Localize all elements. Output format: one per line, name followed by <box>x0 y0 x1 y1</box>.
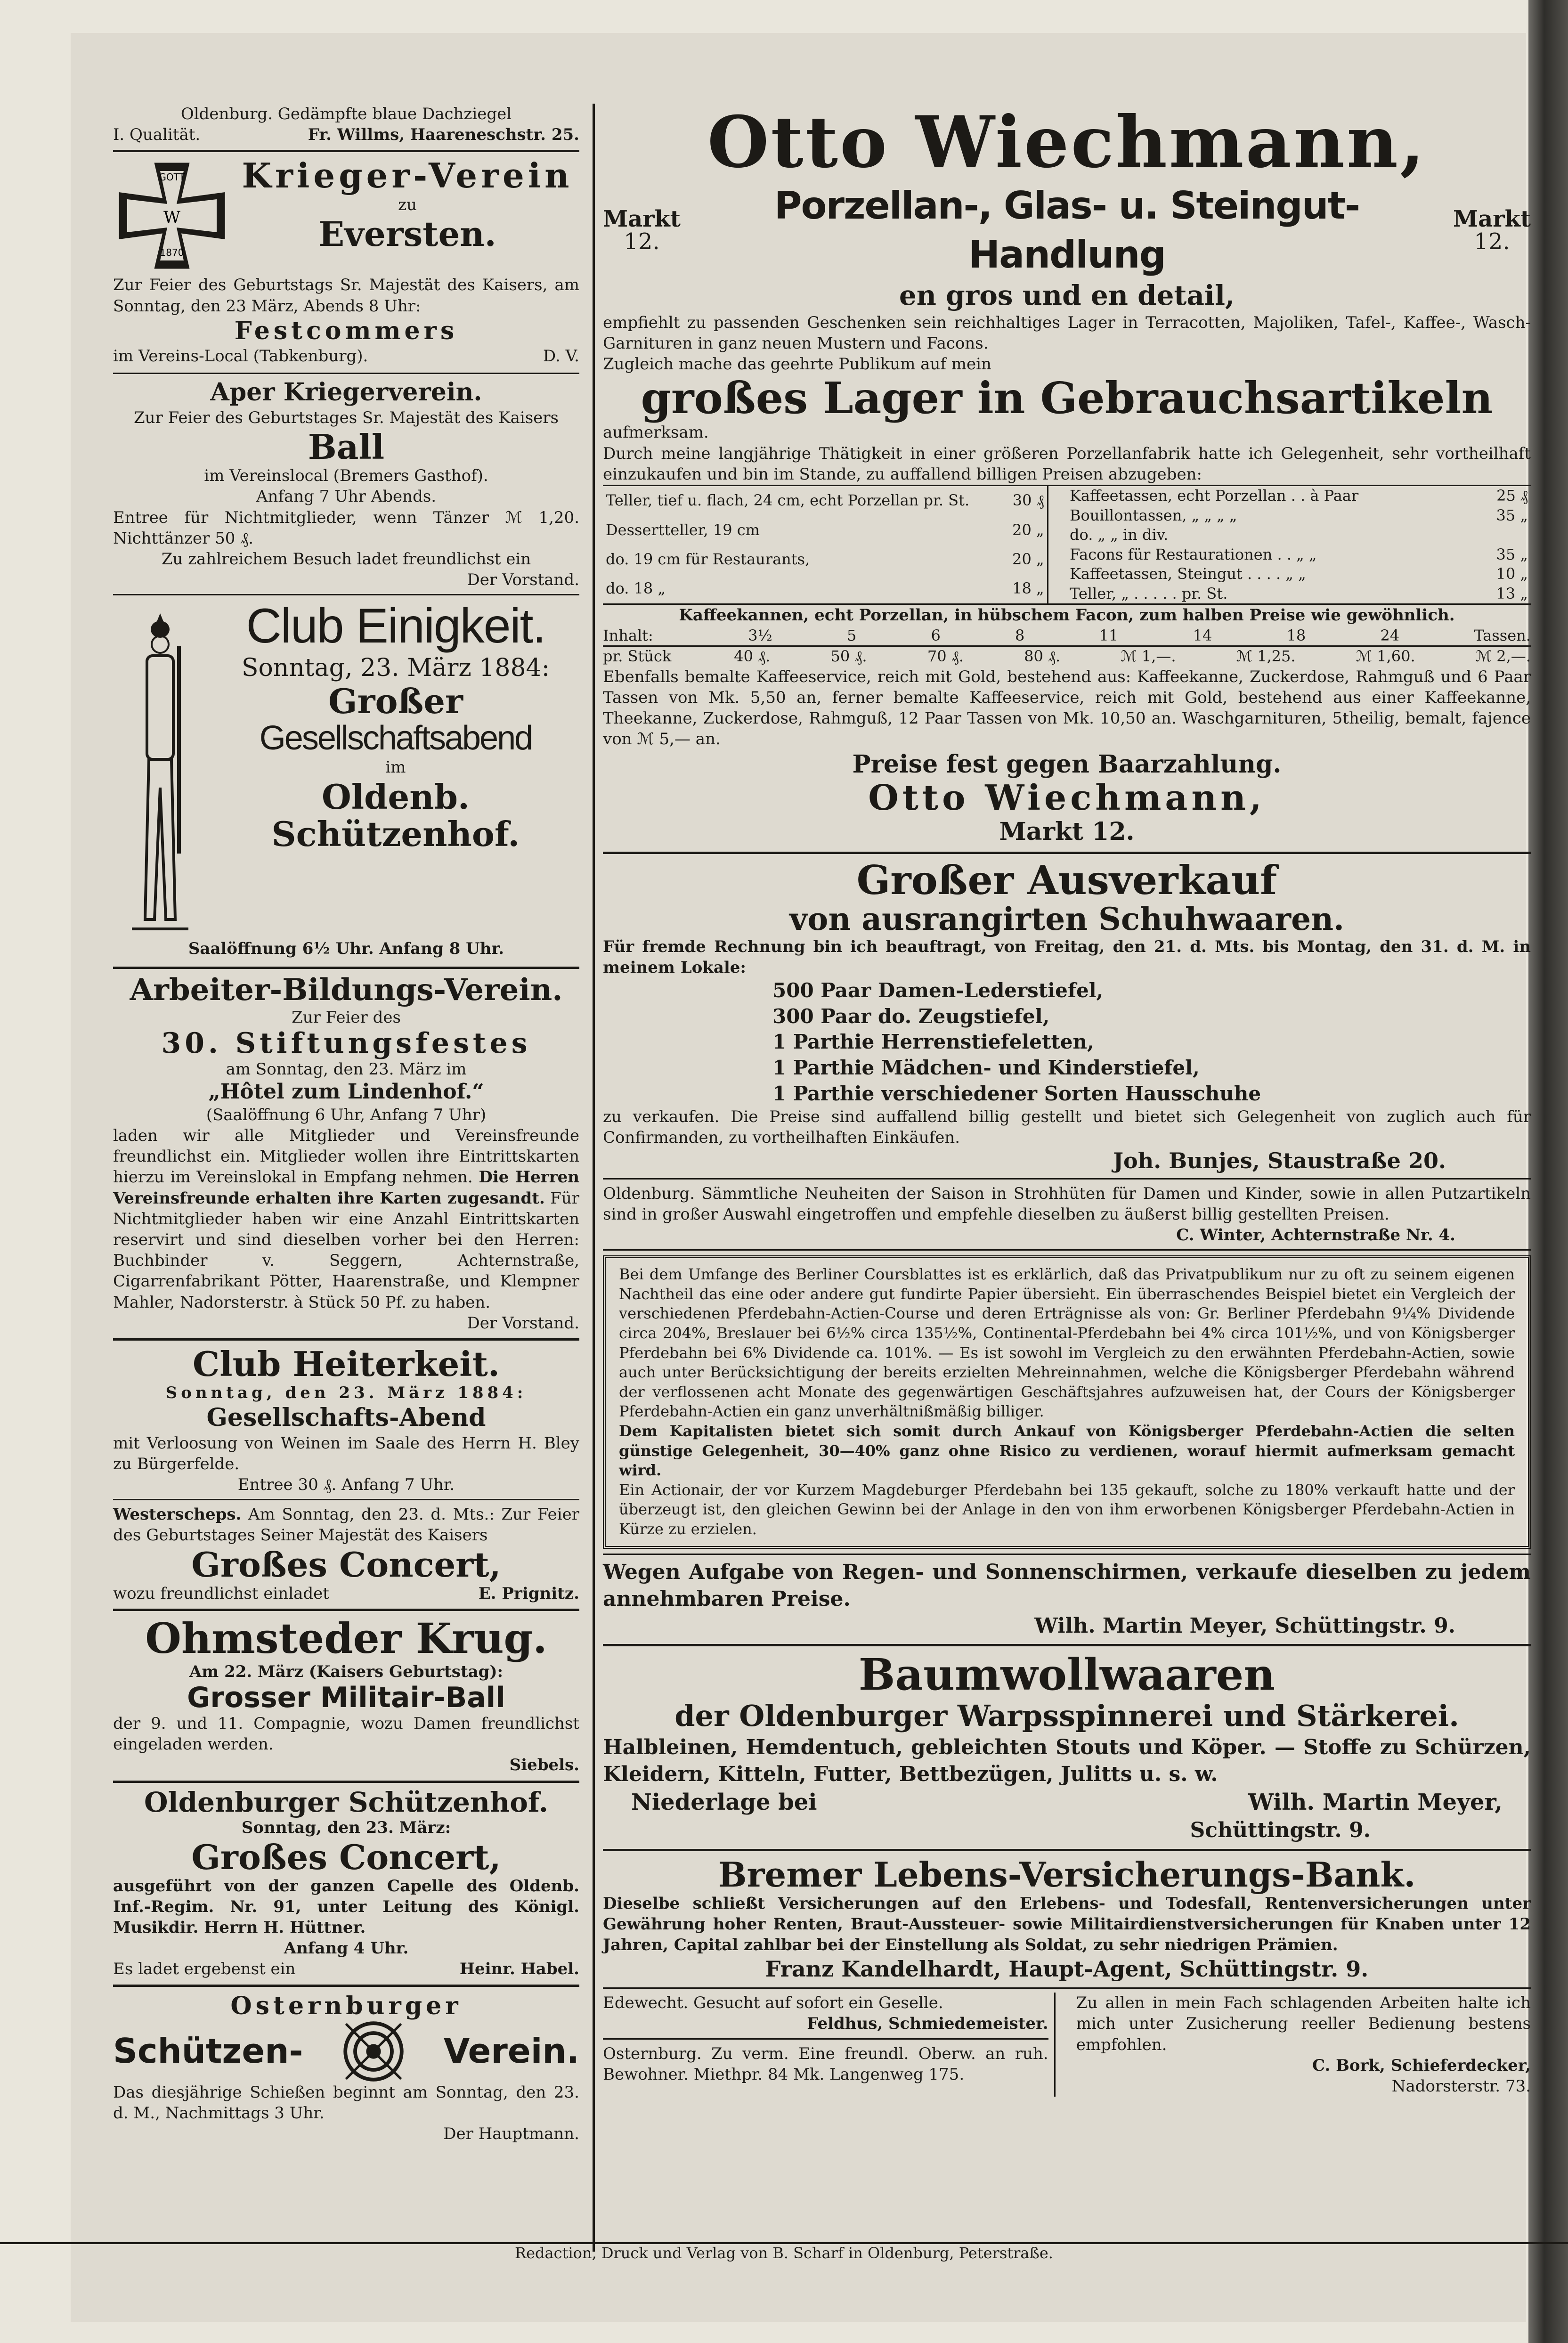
kannen-cell: 18 <box>1286 626 1306 644</box>
book-edge <box>1528 0 1568 2343</box>
ad-text: am Sonntag, den 23. März im <box>226 1059 467 1079</box>
price-value: 25 ₰ <box>1496 486 1528 504</box>
ad-subtitle: en gros und en detail, <box>899 279 1235 311</box>
price-value: 35 „ <box>1496 506 1528 524</box>
ad-body: Dieselbe schließt Versicherungen auf den Erlebens- und Todesfall, Rentenversicherungen unter Gewährung hoher Renten, Braut-Aussteuer- sowie Militairdienstversicherungen für Knaben unter 12 Jahren, Capital zahlbar bei der Einstellung als Soldat, zu sehr niedrigen Prämien. <box>603 1894 1531 1955</box>
ad-text: Zur Feier des <box>292 1008 401 1027</box>
ad-line: Oldenburg. Gedämpfte blaue Dachziegel <box>180 105 512 123</box>
kannen-cell: 11 <box>1099 626 1119 644</box>
price-item: Kaffeetassen, echt Porzellan . . à Paar <box>1070 486 1359 504</box>
kannen-cell: ℳ 2,—. <box>1475 647 1531 666</box>
list-item: 300 Paar do. Zeugstiefel, <box>772 1004 1050 1028</box>
price-value: 10 „ <box>1496 565 1528 583</box>
price-item: Bouillontassen, „ „ „ „ <box>1070 506 1237 524</box>
stueck-row <box>603 645 1531 667</box>
ad-dachziegel <box>113 104 579 145</box>
kannen-cell: ℳ 1,60. <box>1356 647 1415 666</box>
separator <box>603 1644 1531 1646</box>
ad-event: Ball <box>308 426 385 467</box>
kannen-table <box>603 626 1531 667</box>
ad-body-text: Am Sonntag, den 23. d. Mts.: <box>248 1505 495 1524</box>
kannen-cell: 8 <box>1015 626 1025 644</box>
ad-body: Das diesjährige Schießen beginnt am Sonntag, den 23. d. M., Nachmittags 3 Uhr. <box>113 2083 579 2123</box>
kannen-unit: Tassen. <box>1474 626 1531 644</box>
ad-venue: „Hôtel zum Lindenhof.“ <box>208 1080 484 1104</box>
ad-event: Grosser Militair-Ball <box>187 1681 505 1714</box>
ad-title: Aper Kriegerverein. <box>210 378 482 407</box>
ad-otto-wiechmann <box>603 101 1531 847</box>
ad-line-row <box>113 1959 579 1979</box>
ad-signature: C. Bork, Schieferdecker, <box>1312 2056 1531 2075</box>
ad-body-bold: Die Herren Vereinsfreunde erhalten ihre Karten zugesandt. <box>113 1168 579 1208</box>
ad-text: (Saalöffnung 6 Uhr, Anfang 7 Uhr) <box>206 1105 487 1124</box>
inhalt-row <box>603 626 1531 646</box>
ad-body <box>113 1125 579 1313</box>
row-label: pr. Stück <box>603 647 672 666</box>
ad-strohhuete <box>603 1183 1531 1246</box>
ad-signature: Der Hauptmann. <box>443 2124 579 2144</box>
ad-arbeiter-bildungs-verein <box>113 974 579 1334</box>
list-item: 1 Parthie verschiedener Sorten Hausschuhe <box>772 1082 1261 1105</box>
price-value <box>1479 525 1531 545</box>
markt-number: 12. <box>624 228 660 255</box>
ad-event: 30. Stiftungsfestes <box>161 1026 531 1060</box>
price-row <box>1067 584 1531 604</box>
kannen-cell: 5 <box>846 626 857 644</box>
right-column <box>603 101 1531 2097</box>
price-value: 13 „ <box>1496 584 1528 602</box>
ad-event: Gesellschaftsabend <box>259 719 532 757</box>
iron-cross-icon <box>113 157 231 275</box>
ad-body: Zu allen in mein Fach schlagenden Arbeiten halte ich mich unter Zusicherung reeller Bedienung bestens empfohlen. <box>1076 1993 1531 2054</box>
list-item: 1 Parthie Mädchen- und Kinderstiefel, <box>772 1056 1200 1079</box>
ad-text: Es ladet ergebenst ein <box>113 1960 296 1979</box>
ad-body-text: laden wir alle Mitglieder und Vereinsfreunde freundlichst ein. Mitglieder wollen ihre Eintrittskarten hierzu im Vereinslokal in Empfang nehmen. <box>113 1126 579 1187</box>
ad-body: Zur Feier des Geburtstages Sr. Majestät des Kaisers <box>134 408 559 427</box>
separator <box>603 1554 1531 1555</box>
kannen-cell: 70 ₰. <box>927 647 964 666</box>
ad-body: ausgeführt von der ganzen Capelle des Oldenb. Inf.-Regim. Nr. 91, unter Leitung des Königl. Musikdir. Herrn H. Hüttner. <box>113 1876 579 1937</box>
kannen-cell: 6 <box>931 626 941 644</box>
ad-address: Schüttingstr. 9. <box>1190 1818 1371 1843</box>
ad-text: wozu freundlichst einladet <box>113 1584 329 1603</box>
ad-body: Dem Kapitalisten bietet sich somit durch Ankauf von Königsberger Pferdebahn-Actien die selten günstige Gelegenheit, 30—40% ganz ohne Risico zu verdienen, worauf hiermit aufmerksam gemacht wird. <box>619 1422 1515 1480</box>
ad-body: Zugleich mache das geehrte Publikum auf mein <box>603 354 991 374</box>
cross-letter: W <box>163 208 180 228</box>
ad-date: Sonntag, den 23. März 1884: <box>165 1383 527 1403</box>
ad-aper-kriegerverein <box>113 378 579 590</box>
separator <box>113 1609 579 1611</box>
ad-body-text: Zur Feier des Geburtstages Seiner Majestät des Kaisers <box>113 1505 579 1545</box>
price-row <box>1067 545 1531 565</box>
ad-time: Anfang 4 Uhr. <box>284 1939 409 1958</box>
ad-text: im Vereinslocal (Bremers Gasthof). <box>204 466 488 486</box>
price-value: 30 ₰ <box>1012 491 1044 510</box>
ad-body: der 9. und 11. Compagnie, wozu Damen freundlichst eingeladen werden. <box>113 1714 579 1754</box>
ad-title: Großer Ausverkauf <box>856 856 1277 903</box>
ad-signature: Der Vorstand. <box>467 1313 579 1333</box>
ad-signature: C. Winter, Achternstraße Nr. 4. <box>1176 1226 1455 1245</box>
kannen-cell: 14 <box>1193 626 1212 644</box>
ad-body <box>113 1504 579 1546</box>
ad-schirme <box>603 1559 1531 1640</box>
price-table-left <box>603 486 1048 604</box>
ad-body: Ebenfalls bemalte Kaffeeservice, reich mit Gold, bestehend aus: Kaffeekanne, Zuckerdose, Rahmguß und 6 Paar Tassen von Mk. 5,50 an, ferner bemalte Kaffeeservice, reich mit Gold, bestehend aus einer Kaffeekanne, Theekanne, Zuckerdose, Rahmguß, 12 Paar Tassen von Mk. 10,50 an. Waschgarnituren, 5theilig, bemalt, fajence von ℳ 5,— an. <box>603 667 1531 749</box>
kannen-cell: 50 ₰. <box>830 647 867 666</box>
kannen-cell: 3½ <box>748 626 772 644</box>
ad-body: zu verkaufen. Die Preise sind auffallend billig gestellt und bietet sich Gelegenheit von zuglich auch für Confirmanden, zu vortheilhaften Einkäufen. <box>603 1107 1531 1147</box>
price-item: Kaffeetassen, Steingut . . . . „ „ <box>1070 565 1306 583</box>
ad-title: Krieger-Verein <box>242 155 573 196</box>
ad-event: Gesellschafts-Abend <box>206 1403 486 1432</box>
ad-body: Für fremde Rechnung bin ich beauftragt, von Freitag, den 21. d. Mts. bis Montag, den 31. d. M. in meinem Lokale: <box>603 937 1531 977</box>
ad-signature: D. V. <box>543 347 579 366</box>
markt-number: 12. <box>1474 228 1510 255</box>
ad-title: Otto Wiechmann, <box>707 101 1427 184</box>
ad-event: Großes Concert, <box>191 1837 501 1877</box>
ad-body: Zur Feier des Geburtstags Sr. Majestät des Kaisers, am Sonntag, den 23 März, Abends 8 Uhr: <box>113 276 579 316</box>
cross-top-text: GOTT <box>159 171 185 183</box>
ad-oldenburger-schuetzenhof <box>113 1788 579 1980</box>
ad-title-row <box>113 2021 579 2082</box>
ad-notice: Preise fest gegen Baarzahlung. <box>852 749 1282 779</box>
ad-club-heiterkeit <box>113 1345 579 1495</box>
separator <box>113 1781 579 1783</box>
ad-date: Sonntag, 23. März 1884: <box>241 653 550 682</box>
ad-club-einigkeit <box>113 599 579 962</box>
ad-title: Baumwollwaaren <box>858 1649 1276 1700</box>
price-item: Facons für Restaurationen . . „ „ <box>1070 545 1317 563</box>
ad-title: Bremer Lebens-Versicherungs-Bank. <box>718 1854 1416 1895</box>
ad-title: Oldenburger Schützenhof. <box>144 1786 548 1818</box>
price-item: do. 19 cm für Restaurants, <box>606 550 810 569</box>
separator <box>603 852 1531 854</box>
ad-signature: Der Vorstand. <box>467 570 579 590</box>
ad-venue: Oldenb. Schützenhof. <box>271 776 520 854</box>
price-row <box>1067 506 1531 526</box>
markt-text: Markt <box>603 206 681 232</box>
item-list <box>603 978 1531 1106</box>
ad-signature: Joh. Bunjes, Staustraße 20. <box>1113 1148 1446 1174</box>
ad-headline: großes Lager in Gebrauchsartikeln <box>641 373 1493 424</box>
ad-body: mit Verloosung von Weinen im Saale des Herrn H. Bley zu Bürgerfelde. <box>113 1433 579 1473</box>
ad-event: Großes Concert, <box>191 1544 501 1585</box>
ad-signature: Feldhus, Schmiedemeister. <box>807 2014 1048 2034</box>
ad-place: Eversten. <box>318 213 496 254</box>
ad-body: Edewecht. Gesucht auf sofort ein Geselle. <box>603 1993 943 2013</box>
ad-body: Bei dem Umfange des Berliner Coursblattes ist es erklärlich, daß das Privatpublikum nur zu oft zu seinem eigenen Nachtheil das eine oder andere gut fundirte Papier übersieht. Ein überraschendes Beispiel bietet ein Vergleich der verschiedenen Pferdebahn-Actien-Course und deren Erträgnisse als von: Gr. Berliner Pferdebahn 9¼% Dividende circa 204%, Breslauer bei 6½% circa 135½%, Continental-Pferdebahn bei 4% circa 101½%, und von Königsberger Pferdebahn bei 6% Dividende ca. 101%. — Es ist sowohl im Vergleich zu den erwähnten Pferdebahn-Actien, sowie auch unter Berücksichtigung der bereits erzielten Mehreinnahmen, welche die Königsberger Pferdebahn während der verflossenen acht Monate des gegenwärtigen Geschäftsjahres aufzuweisen hat, der Cours der Königsberger Pferdebahn-Actien ein ganz unverhältnißmäßig billiger. <box>619 1265 1515 1421</box>
ad-bremer-versicherung <box>603 1856 1531 1984</box>
price-value: 20 „ <box>1012 521 1044 539</box>
price-item: do. „ „ in div. <box>1070 526 1169 544</box>
ad-text: Anfang 7 Uhr Abends. <box>256 487 437 506</box>
list-item: 1 Parthie Herrenstiefeletten, <box>772 1030 1094 1054</box>
ad-body: Oldenburg. Sämmtliche Neuheiten der Saison in Strohhüten für Damen und Kinder, sowie in allen Putzartikeln sind in großer Auswahl eingetroffen und empfehle dieselben zu äußerst billig gestellten Preisen. <box>603 1184 1531 1224</box>
ad-signature: Wilh. Martin Meyer, Schüttingstr. 9. <box>1034 1613 1455 1638</box>
ad-text: im <box>385 758 406 777</box>
ad-line-row <box>113 1583 579 1604</box>
ad-advertiser: Fr. Willms, Haareneschstr. 25. <box>308 125 579 145</box>
price-item: Teller, tief u. flach, 24 cm, echt Porzellan pr. St. <box>606 491 970 510</box>
ad-text: Entree für Nichtmitglieder, wenn Tänzer ℳ 1,20. Nichttänzer 50 ₰. <box>113 508 579 548</box>
ad-address: Nadorsterstr. 73. <box>1391 2076 1531 2096</box>
ad-signature: Franz Kandelhardt, Haupt-Agent, Schüttingstr. 9. <box>765 1956 1369 1982</box>
markt-label-right <box>1453 208 1531 253</box>
ad-line-row <box>113 346 579 366</box>
ad-body: Durch meine langjährige Thätigkeit in einer größeren Porzellanfabrik hatte ich Gelegenheit, sehr vortheilhaft einzukaufen und bin im Stande, zu auffallend billigen Preisen abzugeben: <box>603 444 1531 484</box>
ad-times: Saalöffnung 6½ Uhr. Anfang 8 Uhr. <box>188 939 504 959</box>
separator <box>113 1338 579 1341</box>
ad-text: Am 22. März (Kaisers Geburtstag): <box>189 1662 504 1681</box>
ad-event: Großer <box>328 681 463 722</box>
ad-text: zu <box>398 195 417 214</box>
list-item: 500 Paar Damen-Lederstiefel, <box>772 979 1104 1002</box>
price-value: 20 „ <box>1012 550 1044 569</box>
separator <box>113 150 579 152</box>
separator <box>603 1178 1531 1180</box>
ad-text: I. Qualität. <box>113 125 201 145</box>
ad-title-part: Schützen- <box>113 2031 303 2071</box>
separator <box>113 967 579 969</box>
price-row <box>603 515 1048 545</box>
ad-title: Club Einigkeit. <box>246 599 545 654</box>
kannen-cell: 40 ₰. <box>734 647 771 666</box>
ad-title-part: Verein. <box>443 2031 579 2071</box>
ad-signature: Otto Wiechmann, <box>868 777 1266 818</box>
separator <box>113 1499 579 1500</box>
left-column <box>113 104 579 2145</box>
ad-place: Westerscheps. <box>113 1505 242 1524</box>
separator <box>603 1249 1531 1251</box>
ad-schuhwaaren <box>603 856 1531 1174</box>
ad-signature: Wilh. Martin Meyer, <box>1248 1789 1503 1816</box>
ad-text: Zu zahlreichem Besuch ladet freundlichst ein <box>161 549 531 569</box>
markt-label-left <box>603 208 681 253</box>
price-row <box>603 486 1048 515</box>
ad-baumwollwaaren <box>603 1651 1531 1844</box>
kannen-cell: 24 <box>1380 626 1400 644</box>
ad-body: Kaffeekannen, echt Porzellan, in hübschem Facon, zum halben Preise wie gewöhnlich. <box>679 606 1455 625</box>
price-row <box>1067 525 1531 545</box>
imprint-line <box>0 2242 1568 2262</box>
target-icon <box>343 2021 404 2082</box>
kannen-cell: 80 ₰. <box>1024 647 1061 666</box>
ad-times: Entree 30 ₰. Anfang 7 Uhr. <box>237 1475 455 1495</box>
ad-venue: im Vereins-Local (Tabkenburg). <box>113 347 368 366</box>
ad-trade-row <box>603 181 1531 279</box>
ad-body: Osternburg. Zu verm. Eine freundl. Oberw. an ruh. Bewohner. Miethpr. 84 Mk. Langenweg 175. <box>603 2044 1048 2084</box>
ad-text: Niederlage bei <box>631 1789 817 1816</box>
ad-line-row <box>603 1788 1531 1817</box>
price-table-right <box>1067 486 1531 604</box>
column-divider <box>593 104 595 2252</box>
ad-trade: Porzellan-, Glas- u. Steingut-Handlung <box>774 184 1360 277</box>
ad-title: Arbeiter-Bildungs-Verein. <box>130 972 563 1008</box>
ad-subtitle: von ausrangirten Schuhwaaren. <box>789 901 1345 938</box>
ad-signature: E. Prignitz. <box>478 1584 579 1603</box>
ad-body: Wegen Aufgabe von Regen- und Sonnenschirmen, verkaufe dieselben zu jedem annehmbaren Preise. <box>603 1560 1531 1611</box>
price-tables <box>603 485 1531 605</box>
price-value: 18 „ <box>1012 579 1044 598</box>
ad-body: empfiehlt zu passenden Geschenken sein reichhaltiges Lager in Terracotten, Majoliken, Tafel-, Kaffee-, Wasch-Garnituren in ganz neuen Mustern und Facons. <box>603 313 1531 353</box>
ad-pferdebahn-box <box>603 1255 1531 1548</box>
price-value: 35 „ <box>1496 545 1528 563</box>
price-row <box>603 574 1048 603</box>
small-ads-left <box>603 1993 1056 2097</box>
separator <box>603 2038 1048 2040</box>
kannen-cell: ℳ 1,—. <box>1121 647 1176 666</box>
ad-address: Markt 12. <box>999 817 1135 846</box>
ad-signature: Siebels. <box>509 1756 579 1775</box>
ad-body: Halbleinen, Hemdentuch, gebleichten Stouts und Köper. — Stoffe zu Schürzen, Kleidern, Kitteln, Futter, Bettbezügen, Julitts u. s. w. <box>603 1735 1531 1786</box>
price-row <box>1067 564 1531 584</box>
kannen-cell: ℳ 1,25. <box>1236 647 1296 666</box>
separator <box>603 1849 1531 1851</box>
ad-title: Club Heiterkeit. <box>193 1343 500 1384</box>
ad-text: aufmerksam. <box>603 423 709 442</box>
separator <box>113 373 579 374</box>
separator <box>603 1987 1531 1989</box>
small-ads-right <box>1076 1993 1531 2097</box>
markt-text: Markt <box>1453 206 1531 232</box>
price-item: do. 18 „ <box>606 579 666 598</box>
ad-westerscheps <box>113 1504 579 1604</box>
imprint-text: Redaction, Druck und Verlag von B. Scharf in Oldenburg, Peterstraße. <box>515 2244 1053 2262</box>
separator <box>113 1985 579 1987</box>
separator <box>113 594 579 595</box>
ad-title: Osternburger <box>230 1991 462 2020</box>
ad-event: Festcommers <box>234 316 458 345</box>
ad-krieger-verein <box>113 157 579 369</box>
ad-osternburger-schuetzenverein <box>113 1992 579 2145</box>
price-row <box>1067 486 1531 506</box>
ad-line-row <box>113 124 579 145</box>
price-item: Dessertteller, 19 cm <box>606 521 760 539</box>
small-ads-row <box>603 1993 1531 2097</box>
price-item: Teller, „ . . . . . pr. St. <box>1070 584 1228 602</box>
soldier-illustration <box>113 609 207 948</box>
ad-signature: Heinr. Habel. <box>459 1960 579 1979</box>
ad-body-text: Für Nichtmitglieder haben wir eine Anzahl Eintrittskarten reservirt und sind dieselben vorher bei den Herren: Buchbinder v. Seggern, Achternstraße, Cigarrenfabrikant Pötter, Haarenstraße, und Klempner Mahler, Nadorsterstr. à Stück 50 Pf. zu haben. <box>113 1188 579 1312</box>
ad-ohmsteder-krug <box>113 1613 579 1776</box>
cross-year-text: 1870 <box>160 247 184 259</box>
ad-date: Sonntag, den 23. März: <box>241 1818 451 1838</box>
ad-body: Ein Actionair, der vor Kurzem Magdeburger Pferdebahn bei 135 gekauft, solche zu 180% verkauft hatte und der überzeugt ist, den gleichen Gewinn bei der Anlage in den von ihm erworbenen Königsberger Pferdebahn-Actien in Kürze zu erzielen. <box>619 1481 1515 1538</box>
price-row <box>603 545 1048 574</box>
ad-title: Ohmsteder Krug. <box>145 1613 547 1663</box>
ad-subtitle: der Oldenburger Warpsspinnerei und Stärkerei. <box>674 1699 1459 1733</box>
row-label: Inhalt: <box>603 626 653 644</box>
